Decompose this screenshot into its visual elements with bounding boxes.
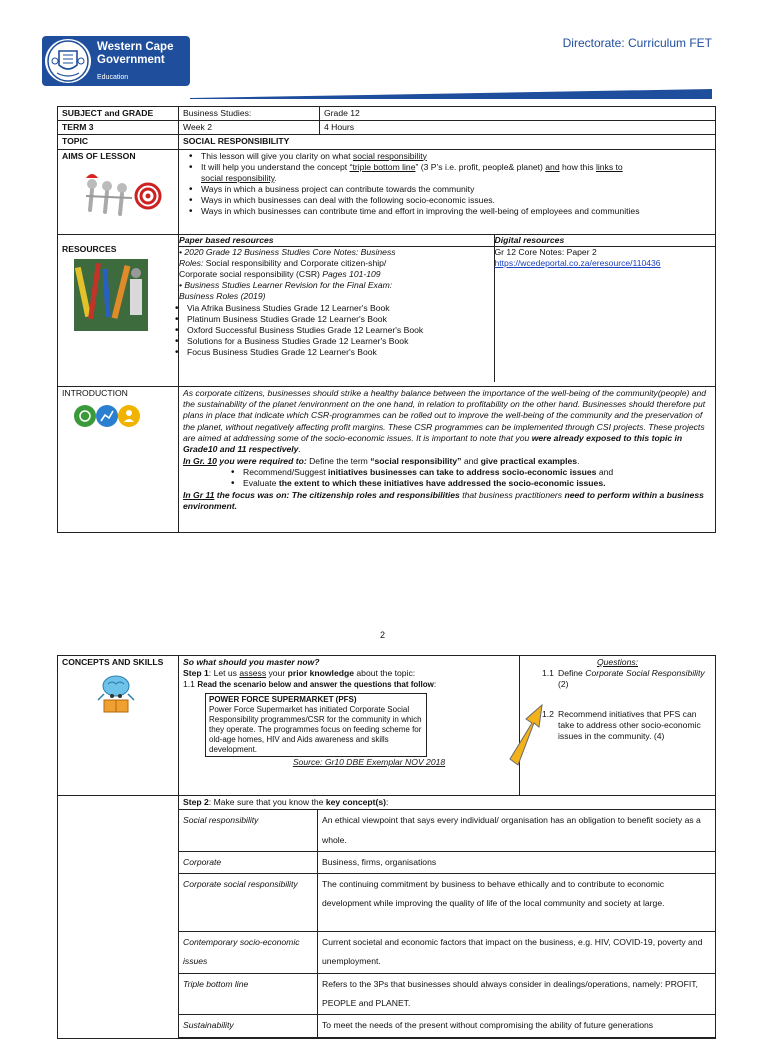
scenario-title: POWER FORCE SUPERMARKET (PFS) [209, 694, 357, 704]
gr10-bullet [225, 467, 711, 478]
intro-gr11 [183, 490, 711, 513]
resource-text: Corporate social responsibility (CSR) [179, 269, 323, 280]
resource-text: • 2020 Grade 12 Business Studies Core Notes: Business [179, 246, 396, 257]
intro-bold: In Gr. 10 [183, 455, 217, 466]
intro-bold: “social responsibility” [370, 455, 462, 466]
aims-row [58, 149, 716, 234]
stationery-photo [74, 259, 148, 331]
org-name-line1: Western Cape [97, 41, 174, 53]
grade-value: Grade 12 [320, 107, 716, 121]
key-concepts-table [178, 809, 716, 1038]
question-text: Recommend initiatives that PFS can take to address other socio-economic issues in the community. (4) [558, 708, 701, 741]
key-concept-term: Corporate social responsibility [179, 874, 318, 932]
eresource-link[interactable]: https://wcedeportal.co.za/eresource/110436 [494, 257, 661, 268]
concepts-label: CONCEPTS AND SKILLS [62, 657, 164, 667]
resources-row [58, 234, 716, 386]
aim-underlined: social responsibility [201, 172, 275, 183]
intro-gr10 [183, 456, 711, 467]
resource-text: Social responsibility and Corporate citizen-ship/ [205, 257, 387, 268]
book-item: • Oxford Successful Business Studies Grade 12 Learner's Book [169, 325, 494, 336]
introduction-label: INTRODUCTION [62, 387, 128, 398]
key-concepts-row [58, 796, 716, 1039]
resources-label: RESOURCES [62, 243, 117, 254]
wcg-logo [42, 36, 190, 86]
aim-underlined: and [545, 161, 560, 172]
step2-line [179, 796, 715, 810]
book-list [169, 303, 494, 359]
aims-label: AIMS OF LESSON [62, 150, 136, 161]
concepts-table [57, 655, 715, 1039]
intro-text: . [577, 455, 580, 466]
intro-bold: give practical examples [480, 455, 578, 466]
brain-reading-icon [94, 672, 138, 716]
intro-text: As corporate citizens, businesses should strike a healthy balance between the importance of the well-being of the community(people) and the sustainability of the planet /environment on the one hand, in relation to profitability on the other hand. Businesses should therefore put plans in place that indicate which CSR-programmes can be rolled out to improve the well-being of the community and the preservation of the planet, without negatively affecting profit margins. These CSR programmes can be implemented through CSI projects. These projects are aimed at addressing some of the socio-economic issues. It is important to note that you [183, 387, 707, 443]
key-concept-definition: Refers to the 3Ps that businesses should always consider in dealings/operations, namely: PROFIT, PEOPLE and PLANET. [318, 973, 716, 1015]
resource-text: Business Roles (2019) [179, 291, 266, 302]
aim-text: It will help you understand the concept [201, 161, 350, 172]
aim-text: This lesson will give you clarity on what [201, 150, 353, 161]
resource-text: Roles: [179, 257, 206, 268]
step-underlined: assess [239, 668, 267, 679]
master-question: So what should you master now? [183, 657, 320, 667]
step1-1-line [183, 679, 515, 690]
book-item: • Platinum Business Studies Grade 12 Learner's Book [169, 314, 494, 325]
step-text: : Let us [208, 668, 240, 679]
digital-resources-header: Digital resources [494, 235, 715, 247]
step-bold: prior knowledge [287, 668, 354, 679]
intro-text: Define the term [306, 455, 371, 466]
gr10-bullet [225, 478, 711, 489]
key-concept-row [179, 1015, 716, 1037]
term-label: TERM 3 [58, 121, 179, 135]
key-concept-term: Contemporary socio-economic issues [179, 932, 318, 974]
key-concept-definition: The continuing commitment by business to behave ethically and to contribute to economic development while improving the quality of life of the local community and society at large. [318, 874, 716, 932]
scenario-text: Power Force Supermarket has initiated Corporate Social Responsibility programmes/CSR for the community in which they operate. The programmes focus on feeding scheme for old-age homes, HIV and Aids awareness and skills development. [209, 704, 422, 754]
intro-bold: you were required to: [216, 455, 307, 466]
question-text: Corporate Social Responsibility [585, 668, 705, 679]
csr-icons [74, 403, 140, 429]
intro-text: Recommend/Suggest [243, 466, 329, 477]
coat-of-arms-icon [45, 39, 91, 83]
book-item: • Solutions for a Business Studies Grade 12 Learner's Book [169, 336, 494, 347]
aim-underlined: links to [595, 161, 623, 172]
step-text: about the topic: [354, 668, 416, 679]
paper-resource-1 [179, 247, 494, 281]
step-bold: Read the scenario below and answer the questions that follow [197, 680, 434, 690]
gr10-bullets [225, 467, 711, 490]
intro-bold: need to perform within a business environment. [183, 489, 704, 511]
scenario-box [205, 693, 427, 757]
aim-underlined: “triple bottom line [349, 161, 416, 172]
topic-value: SOCIAL RESPONSIBILITY [179, 135, 716, 149]
subject-row [58, 107, 716, 121]
aim-item: • Ways in which a business project can contribute towards the community [183, 184, 711, 195]
intro-text: that business practitioners [459, 489, 565, 500]
intro-paragraph [183, 388, 711, 456]
concepts-row [58, 656, 716, 796]
step-text: your [266, 668, 288, 679]
intro-bold: the extent to which these initiatives have addressed the socio-economic issues. [278, 478, 606, 489]
question-number: 1.1 [542, 668, 554, 679]
topic-row [58, 135, 716, 149]
questions-heading: Questions: [596, 657, 639, 667]
aim-item [183, 151, 711, 162]
intro-bold: In Gr 11 [183, 489, 215, 500]
question-1 [542, 668, 711, 690]
question-number: 1.2 [542, 708, 554, 719]
aim-text: . [274, 172, 277, 183]
step-bold: Step 2 [183, 797, 209, 807]
resource-text: Pages 101-109 [322, 269, 381, 280]
intro-bold: were already exposed to this topic in Grade10 and 11 respectively [183, 432, 683, 455]
key-concept-term: Triple bottom line [179, 973, 318, 1015]
introduction-row [58, 386, 716, 532]
intro-text: Evaluate [243, 478, 279, 489]
paper-resources-header: Paper based resources [179, 235, 494, 247]
question-2 [542, 709, 711, 743]
scenario-source: Source: Gr10 DBE Exemplar NOV 2018 [292, 756, 446, 767]
pointer-arrow-icon [506, 697, 546, 767]
org-department: Education [97, 74, 129, 81]
topic-label: TOPIC [58, 135, 179, 149]
step-text: : Make sure that you know the [208, 797, 326, 807]
key-concept-row [179, 851, 716, 873]
directorate-title: Directorate: Curriculum FET [562, 36, 712, 50]
intro-bold: initiatives businesses can take to address socio-economic issues [328, 466, 597, 477]
question-mark: (2) [558, 679, 569, 690]
step-text: : [433, 679, 437, 690]
digital-resource-title: Gr 12 Core Notes: Paper 2 [494, 246, 597, 257]
step1-line [183, 668, 515, 679]
intro-text: . [298, 444, 301, 455]
step-text: : [386, 797, 389, 807]
subject-label: SUBJECT and GRADE [58, 107, 179, 121]
key-concept-term: Corporate [179, 851, 318, 873]
key-concept-row [179, 973, 716, 1015]
key-concept-row [179, 810, 716, 852]
intro-bold: the focus was on: The citizenship roles and responsibilities [214, 489, 460, 500]
aim-underlined: social responsibility [352, 150, 427, 161]
key-concept-term: Sustainability [179, 1015, 318, 1037]
aim-text: how this [559, 161, 596, 172]
subject-value: Business Studies: [179, 107, 320, 121]
header-divider [190, 89, 712, 99]
step-text: 1.1 [183, 679, 198, 690]
target-team-illustration [74, 166, 162, 222]
key-concept-definition: Business, firms, organisations [318, 851, 716, 873]
aims-list [183, 151, 711, 218]
key-concept-definition: Current societal and economic factors that impact on the business, e.g. HIV, COVID-19, poverty and unemployment. [318, 932, 716, 974]
term-row [58, 121, 716, 135]
org-name-line2: Government [97, 54, 165, 66]
intro-text: and [596, 466, 614, 477]
key-concept-term: Social responsibility [179, 810, 318, 852]
paper-resource-2 [179, 280, 494, 302]
intro-text: and [461, 455, 481, 466]
key-concept-definition: To meet the needs of the present without compromising the ability of future generations [318, 1015, 716, 1037]
aim-item: • Ways in which businesses can contribute time and effort in improving the well-being of employees and communities [183, 206, 711, 217]
book-item: • Focus Business Studies Grade 12 Learner's Book [169, 347, 494, 358]
aim-item: • Ways in which businesses can deal with the following socio-economic issues. [183, 195, 711, 206]
question-text: Define [558, 668, 586, 679]
week-value: Week 2 [179, 121, 320, 135]
step-bold: key concept(s) [325, 797, 387, 807]
key-concept-row [179, 874, 716, 932]
key-concept-definition: An ethical viewpoint that says every individual/ organisation has an obligation to benefit society as a whole. [318, 810, 716, 852]
step-bold: Step 1 [183, 668, 209, 679]
lesson-overview-table [57, 106, 715, 533]
page-number: 2 [380, 630, 386, 640]
key-concept-row [179, 932, 716, 974]
hours-value: 4 Hours [320, 121, 716, 135]
book-item: • Via Afrika Business Studies Grade 12 Learner's Book [169, 303, 494, 314]
resource-text: • Business Studies Learner Revision for the Final Exam: [179, 280, 393, 291]
aim-item [183, 162, 711, 184]
aim-text: ” (3 P’s i.e. profit, people& planet) [415, 161, 546, 172]
